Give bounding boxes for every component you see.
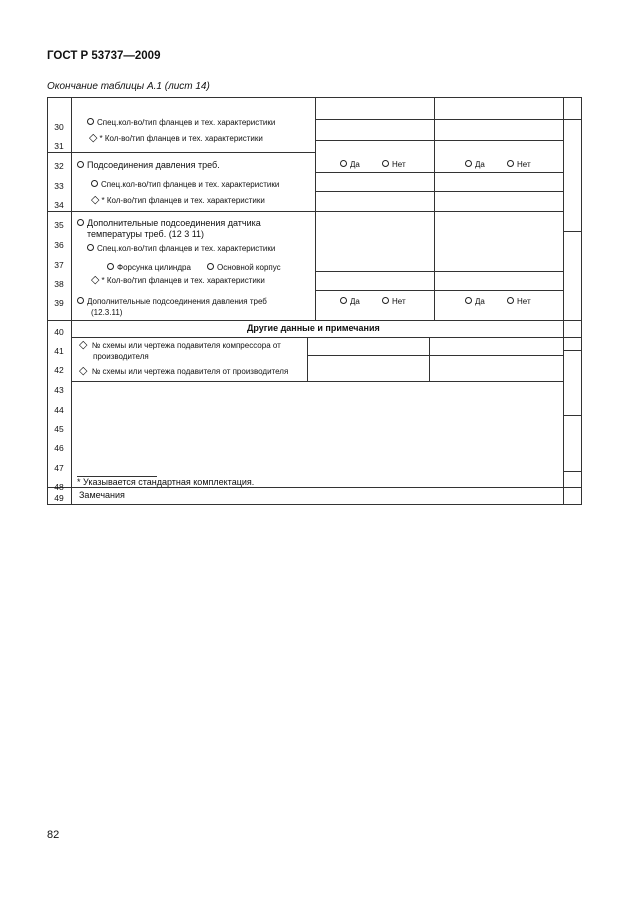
diamond-icon: ◇ — [89, 132, 98, 144]
spec-table — [47, 97, 582, 505]
rule — [47, 320, 582, 321]
rule — [315, 290, 563, 291]
section-heading: Другие данные и примечания — [247, 323, 380, 333]
row-number: 32 — [54, 161, 64, 171]
no-option[interactable]: Нет — [382, 297, 406, 306]
radio-icon[interactable] — [507, 160, 514, 167]
row-number: 45 — [54, 424, 64, 434]
rule — [563, 471, 582, 472]
field-label: ◇ * Кол-во/тип фланцев и тех. характеристики — [89, 132, 263, 144]
radio-icon[interactable] — [87, 244, 94, 251]
field-label: ◇ * Кол-во/тип фланцев и тех. характеристики — [91, 274, 265, 286]
page-number: 82 — [47, 829, 60, 841]
rule — [315, 191, 563, 192]
rule — [307, 355, 563, 356]
radio-icon[interactable] — [87, 118, 94, 125]
yes-option[interactable]: Да — [465, 297, 485, 306]
footnote: * Указывается стандартная комплектация. — [77, 477, 255, 487]
field-label: температуры треб. (12 3 11) — [87, 229, 205, 239]
rule — [47, 152, 71, 153]
row-number: 41 — [54, 346, 64, 356]
rule — [71, 152, 316, 153]
radio-icon[interactable] — [507, 297, 514, 304]
radio-icon[interactable] — [77, 161, 84, 168]
diamond-icon: ◇ — [91, 194, 100, 206]
row-number: 33 — [54, 181, 64, 191]
field-label: Спец.кол-во/тип фланцев и тех. характеристики — [87, 244, 275, 253]
rule — [563, 231, 582, 232]
row-number: 47 — [54, 463, 64, 473]
yes-option[interactable]: Да — [340, 160, 360, 169]
radio-icon[interactable] — [107, 263, 114, 270]
diamond-icon: ◇ — [79, 339, 88, 351]
rule — [315, 140, 563, 141]
radio-icon[interactable] — [207, 263, 214, 270]
no-option[interactable]: Нет — [507, 297, 531, 306]
option-main-body[interactable]: Основной корпус — [207, 263, 281, 272]
rule — [563, 97, 564, 505]
field-label: ◇ № схемы или чертежа подавителя компрессора от — [79, 339, 281, 351]
radio-icon[interactable] — [382, 160, 389, 167]
rule — [315, 271, 563, 272]
radio-icon[interactable] — [77, 297, 84, 304]
diamond-icon: ◇ — [91, 274, 100, 286]
row-number: 43 — [54, 385, 64, 395]
rule — [315, 119, 563, 120]
rule — [307, 337, 308, 381]
no-option[interactable]: Нет — [507, 160, 531, 169]
row-number: 39 — [54, 298, 64, 308]
radio-icon[interactable] — [91, 180, 98, 187]
radio-icon[interactable] — [382, 297, 389, 304]
rule — [71, 381, 563, 382]
yes-option[interactable]: Да — [340, 297, 360, 306]
field-label: ◇ * Кол-во/тип фланцев и тех. характеристики — [91, 194, 265, 206]
row-number: 44 — [54, 405, 64, 415]
option-nozzle[interactable]: Форсунка цилиндра — [107, 263, 191, 272]
field-label: Спец.кол-во/тип фланцев и тех. характеристики — [91, 180, 279, 189]
row-number: 48 — [54, 482, 64, 492]
radio-icon[interactable] — [77, 219, 84, 226]
field-label: Спец.кол-во/тип фланцев и тех. характеристики — [87, 118, 275, 127]
field-label: ◇ № схемы или чертежа подавителя от производителя — [79, 365, 289, 377]
rule — [563, 415, 582, 416]
no-option[interactable]: Нет — [382, 160, 406, 169]
table-caption: Окончание таблицы А.1 (лист 14) — [47, 81, 210, 92]
rule — [71, 337, 582, 338]
field-label: Подсоединения давления треб. — [77, 160, 220, 170]
radio-icon[interactable] — [465, 297, 472, 304]
rule — [315, 211, 563, 212]
row-number: 49 — [54, 493, 64, 503]
field-label: производителя — [93, 352, 149, 361]
rule — [71, 97, 72, 505]
remarks-label: Замечания — [79, 490, 125, 500]
row-number: 37 — [54, 260, 64, 270]
row-number: 42 — [54, 365, 64, 375]
field-label: (12.3.11) — [91, 308, 123, 317]
rule — [563, 350, 582, 351]
diamond-icon: ◇ — [79, 365, 88, 377]
document-id: ГОСТ Р 53737—2009 — [47, 50, 161, 62]
rule — [563, 119, 582, 120]
rule — [47, 504, 582, 505]
row-number: 31 — [54, 141, 64, 151]
radio-icon[interactable] — [340, 297, 347, 304]
row-number: 30 — [54, 122, 64, 132]
field-label: Дополнительные подсоединения датчика — [77, 218, 261, 228]
rule — [581, 97, 582, 505]
row-number: 46 — [54, 443, 64, 453]
rule — [47, 487, 582, 488]
rule — [47, 211, 315, 212]
field-label: Дополнительные подсоединения давления треб — [77, 297, 267, 306]
rule — [429, 337, 430, 381]
rule — [315, 97, 316, 320]
yes-option[interactable]: Да — [465, 160, 485, 169]
row-number: 35 — [54, 220, 64, 230]
row-number: 40 — [54, 327, 64, 337]
rule — [315, 172, 563, 173]
radio-icon[interactable] — [340, 160, 347, 167]
row-number: 38 — [54, 279, 64, 289]
row-number: 34 — [54, 200, 64, 210]
rule — [434, 97, 435, 320]
radio-icon[interactable] — [465, 160, 472, 167]
row-number: 36 — [54, 240, 64, 250]
